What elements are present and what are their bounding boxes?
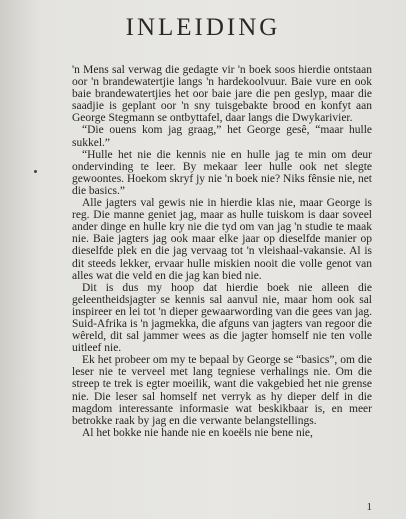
margin-mark [34, 170, 37, 173]
body-text [72, 64, 372, 439]
paragraph: Al het bokke nie hande nie en koeëls nie bene nie, [82, 426, 313, 439]
paragraph: Alle jagters val gewis nie in hierdie klas nie, maar George is reg. Die manne geniet jag, maar as hulle tuiskom is daar soveel ander dinge en hulle kry nie die tyd om van jag 'n studie te maak nie. Baie jagters jag ook maar elke jaar op dieselfde manier op dieselfde plek en die jag vervaag tot 'n vleishaal-vakansie. Al is dit steeds lekker, ervaar hulle miskien nooit die volle genot van alles wat die veld en die jag kan bied nie. [72, 197, 372, 282]
paragraph: “Die ouens kom jag graag,” het George gesê, “maar hulle sukkel.” [72, 124, 372, 149]
page-number: 1 [366, 501, 372, 513]
paragraph: “Hulle het nie die kennis nie en hulle jag te min om deur ondervinding te leer. By mekaar leer hulle ook net slegte gewoontes. Hoekom skryf jy nie 'n boek nie? Niks fênsie nie, net die basics.” [72, 148, 372, 197]
chapter-heading: INLEIDING [125, 14, 281, 41]
paragraph: 'n Mens sal verwag die gedagte vir 'n boek soos hierdie ontstaan oor 'n brandewatertjie langs 'n hardekoolvuur. Baie vure en ook baie brandewatertjies het oor baie jare die pen geslyp, maar die saadjie is geplant oor 'n sny tuisgebakte brood en konfyt aan George Stegmann se ontbyttafel, daar langs die Dwykarivier. [72, 64, 372, 125]
paragraph: Ek het probeer om my te bepaal by George se “basics”, om die leser nie te verveel met lang tegniese verhalings nie. Om die streep te trek is egter moeilik, want die vakgebied het nie grense nie. Die leser sal homself net verryk as hy dieper delf in die magdom interessante informasie wat beskikbaar is, en meer betrokke raak by jag en die verwante belangstellings. [72, 354, 372, 427]
paragraph: Dit is dus my hoop dat hierdie boek nie alleen die geleentheidsjagter se kennis sal aanvul nie, maar hom ook sal inspireer en lei tot 'n dieper gewaarwording van die gees van jag. Suid-Afrika is 'n jagmekka, die afguns van jagters van regoor die wêreld, dit sal jammer wees as die jagter homself nie ten volle uitleef nie. [72, 281, 372, 355]
